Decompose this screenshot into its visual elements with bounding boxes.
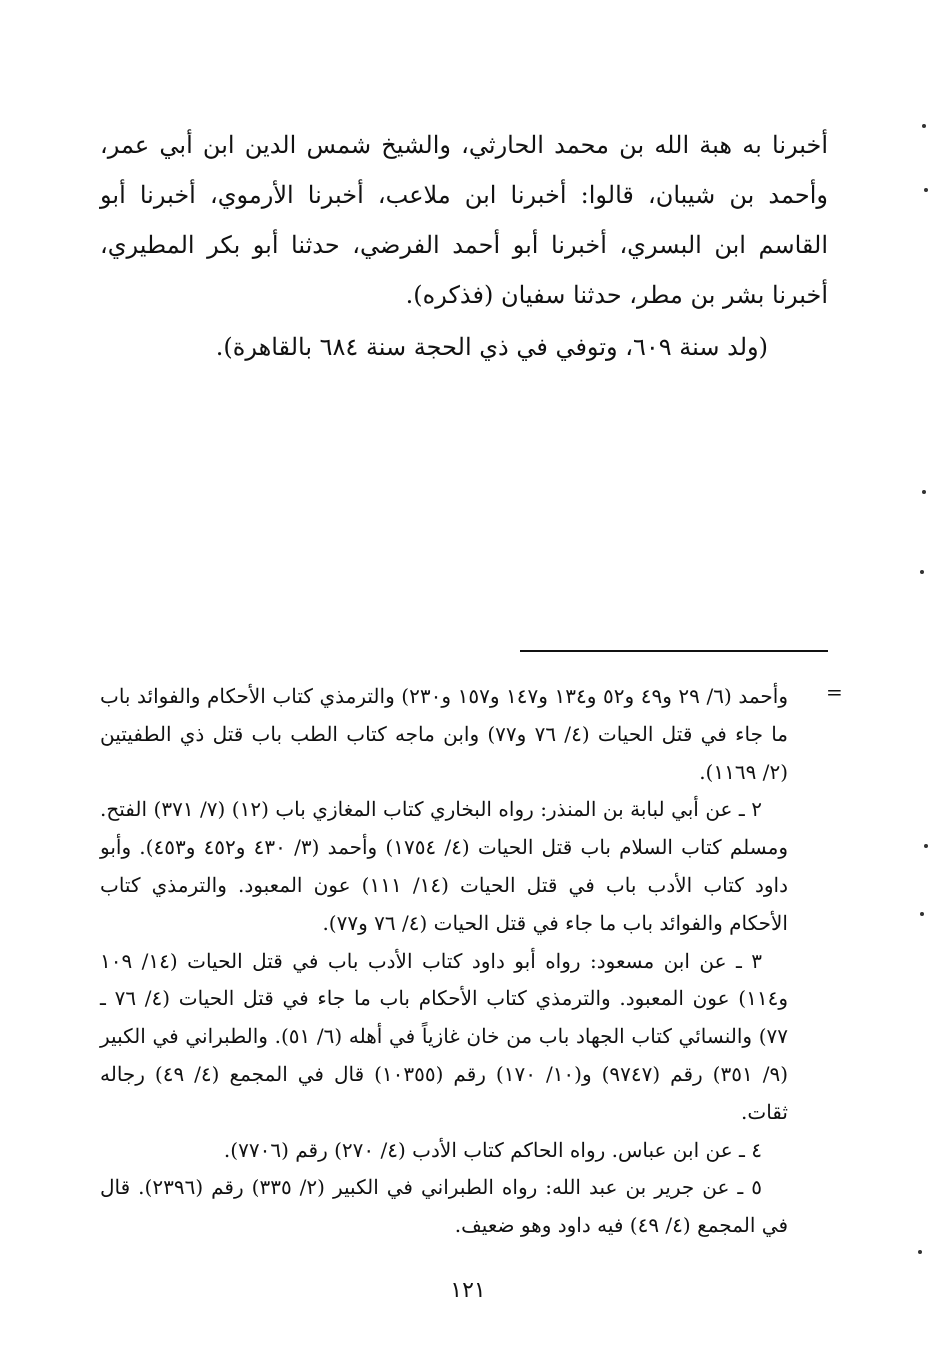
footnote-separator	[520, 650, 828, 652]
main-text	[100, 120, 828, 372]
main-paragraph: أخبرنا به هبة الله بن محمد الحارثي، والشيخ شمس الدين ابن أبي عمر، وأحمد بن شيبان، قالوا: أخبرنا ابن ملاعب، أخبرنا الأرموي، أخبرنا أبو القاسم ابن البسري، أخبرنا أبو أحمد الفرضي، حدثنا أبو بكر المطيري، أخبرنا بشر بن مطر، حدثنا سفيان (فذكره).	[100, 131, 828, 309]
footnote-item: ٢ ـ عن أبي لبابة بن المنذر: رواه البخاري كتاب المغازي باب (١٢) (٧/ ٣٧١) الفتح. ومسلم كتاب السلام باب قتل الحيات (٤/ ١٧٥٤) وأحمد (٣/ ٤٣٠ و٤٥٢ و٤٥٣). وأبو داود كتاب الأدب باب في قتل الحيات (١٤/ ١١١) عون المعبود. والترمذي كتاب الأحكام والفوائد باب ما جاء في قتل الحيات (٤/ ٧٦ و٧٧).	[100, 797, 788, 935]
footnote-continuation-mark: =	[826, 680, 843, 704]
scan-speck	[920, 570, 924, 574]
footnote-item: ٥ ـ عن جرير بن عبد الله: رواه الطبراني في الكبير (٢/ ٣٣٥) رقم (٢٣٩٦). قال في المجمع (٤/ ٤٩) فيه داود وهو ضعيف.	[100, 1175, 788, 1238]
footnote-continuation: وأحمد (٦/ ٢٩ و٤٩ و٥٢ و١٣٤ و١٤٧ و١٥٧ و٢٣٠) والترمذي كتاب الأحكام والفوائد باب ما جاء في قتل الحيات (٤/ ٧٦ و٧٧) وابن ماجه كتاب الطب باب قتل ذي الطفيتين (٢/ ١١٦٩).	[100, 684, 789, 784]
footnotes	[100, 678, 788, 1245]
page-number: ١٢١	[450, 1278, 486, 1303]
footnote-item: ٤ ـ عن ابن عباس. رواه الحاكم كتاب الأدب (٤/ ٢٧٠) رقم (٧٧٠٦).	[223, 1137, 762, 1162]
scan-speck	[922, 490, 926, 494]
birth-death-note: (ولد سنة ٦٠٩، وتوفي في ذي الحجة سنة ٦٨٤ بالقاهرة).	[215, 333, 768, 361]
scan-speck	[918, 1250, 922, 1254]
scan-speck	[922, 124, 926, 128]
footnote-item: ٣ ـ عن ابن مسعود: رواه أبو داود كتاب الأدب باب في قتل الحيات (١٤/ ١٠٩ و١١٤) عون المعبود. والترمذي كتاب الأحكام باب ما جاء في قتل الحيات (٤/ ٧٦ ـ ٧٧) والنسائي كتاب الجهاد باب من خان غازياً في أهله (٦/ ٥١). والطبراني في الكبير (٩/ ٣٥١) رقم (٩٧٤٧) و(١٠/ ١٧٠) رقم (١٠٣٥٥) قال في المجمع (٤/ ٤٩) رجاله ثقات.	[100, 948, 788, 1124]
scan-speck	[920, 912, 924, 916]
scan-speck	[924, 188, 928, 192]
scan-speck	[924, 844, 928, 848]
